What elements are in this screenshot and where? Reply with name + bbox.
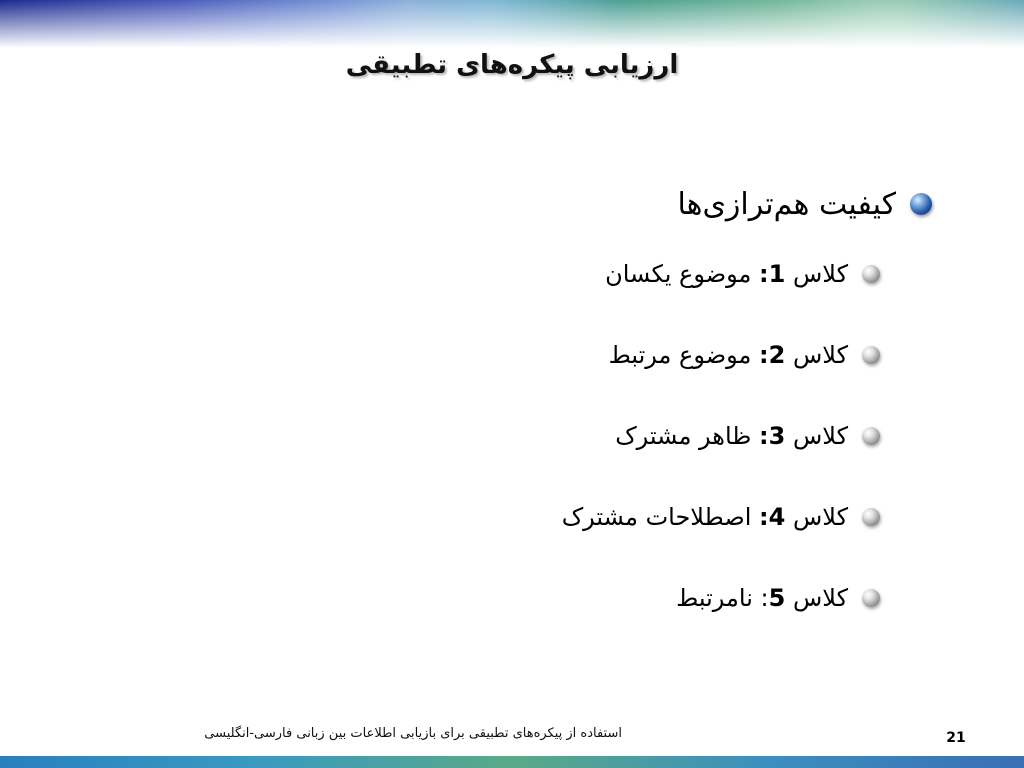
- class-item-text: [676, 584, 848, 612]
- class-label: کلاس: [792, 503, 848, 531]
- class-list: [332, 254, 932, 618]
- header-fade: [0, 0, 1024, 48]
- class-item-3: [332, 416, 880, 456]
- class-number: 3: [768, 422, 786, 450]
- class-separator: :: [759, 422, 769, 450]
- gray-orb-bullet-icon: [862, 589, 880, 607]
- class-item-text: [609, 341, 848, 369]
- class-label: کلاس: [792, 260, 848, 288]
- slide-content: [332, 176, 932, 659]
- class-description: موضوع مرتبط: [608, 341, 752, 369]
- class-description: نامرتبط: [676, 584, 753, 612]
- main-bullet-item: [332, 176, 932, 232]
- gray-orb-bullet-icon: [862, 427, 880, 445]
- class-description: موضوع یکسان: [605, 260, 752, 288]
- class-number: 1: [768, 260, 786, 288]
- gray-orb-bullet-icon: [862, 508, 880, 526]
- class-item-5: [332, 578, 880, 618]
- class-description: ظاهر مشترک: [615, 422, 752, 450]
- slide-title: ارزیابی پیکره‌های تطبیقی: [345, 50, 679, 80]
- class-item-4: [332, 497, 880, 537]
- class-item-text: [605, 260, 848, 288]
- class-item-text: [562, 503, 848, 531]
- class-label: کلاس: [792, 341, 848, 369]
- class-separator: :: [759, 341, 769, 369]
- class-item-2: [332, 335, 880, 375]
- page-number: 21: [946, 730, 966, 746]
- class-number: 5: [768, 584, 786, 612]
- class-number: 2: [768, 341, 786, 369]
- blue-orb-bullet-icon: [910, 193, 932, 215]
- class-item-text: [615, 422, 848, 450]
- gray-orb-bullet-icon: [862, 346, 880, 364]
- footer-text: استفاده از پیکره‌های تطبیقی برای بازیابی اطلاعات بین زبانی فارسی-انگلیسی: [204, 726, 622, 741]
- class-separator: :: [759, 260, 769, 288]
- class-number: 4: [768, 503, 786, 531]
- class-item-1: [332, 254, 880, 294]
- gray-orb-bullet-icon: [862, 265, 880, 283]
- class-separator: :: [759, 503, 769, 531]
- class-description: اصطلاحات مشترک: [561, 503, 752, 531]
- footer-band: [0, 756, 1024, 768]
- class-label: کلاس: [792, 422, 848, 450]
- class-separator: :: [760, 584, 769, 612]
- class-label: کلاس: [792, 584, 848, 612]
- main-bullet-text: کیفیت هم‌ترازی‌ها: [677, 186, 896, 222]
